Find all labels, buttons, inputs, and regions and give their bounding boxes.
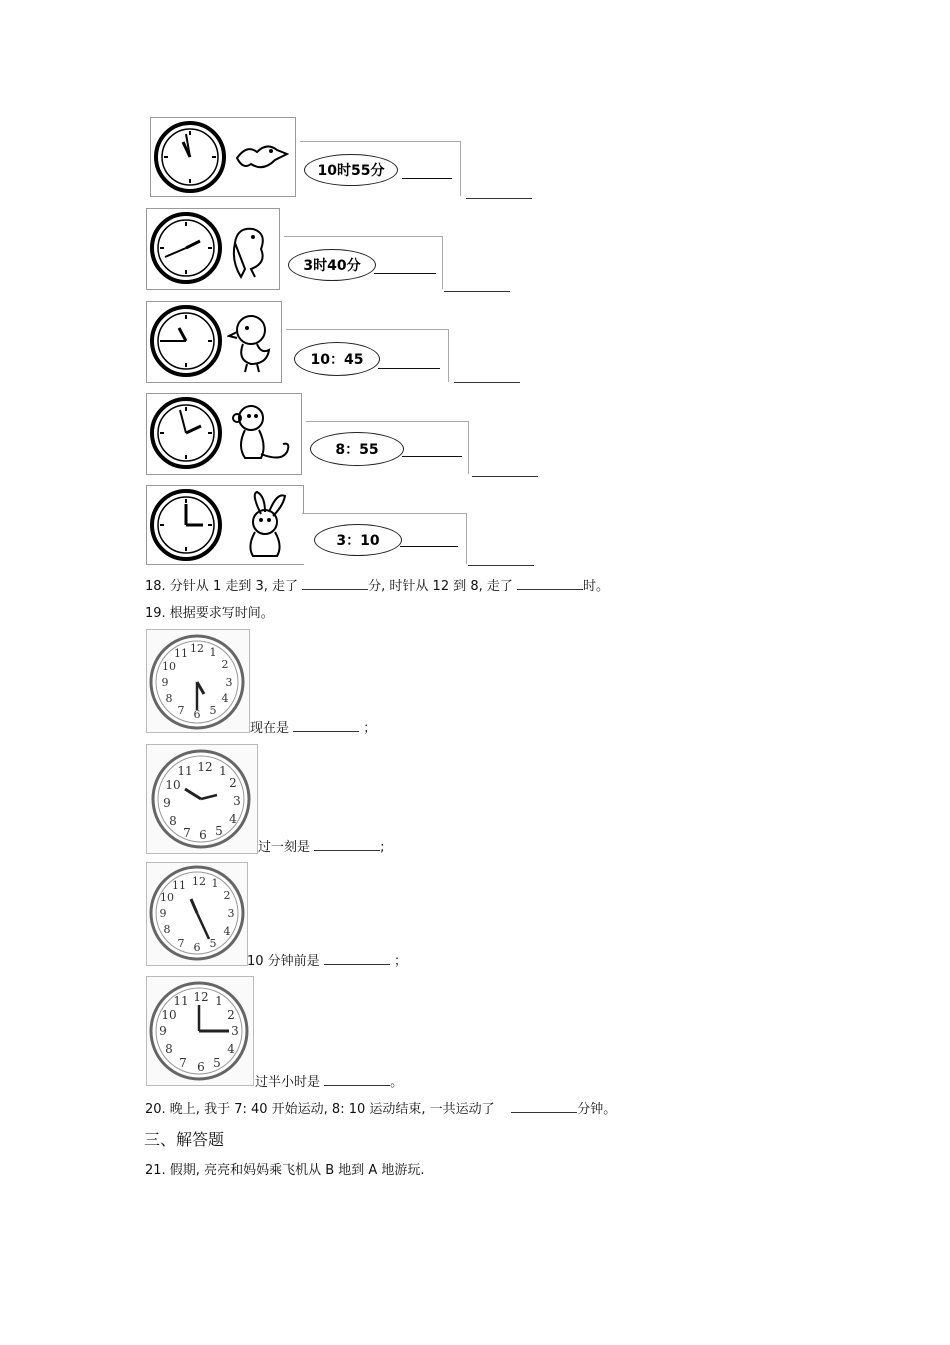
svg-text:8: 8	[163, 923, 171, 936]
q19-item-2	[258, 839, 385, 856]
clock-face-icon	[149, 488, 223, 562]
time-bubble	[294, 342, 380, 376]
svg-text:3: 3	[227, 907, 235, 920]
q19-prefix: 现在是	[250, 721, 290, 736]
svg-text:11: 11	[174, 647, 188, 660]
svg-text:2: 2	[221, 658, 229, 671]
svg-text:4: 4	[227, 1042, 235, 1056]
svg-text:2: 2	[227, 1008, 235, 1022]
svg-text:4: 4	[221, 692, 229, 705]
svg-text:6: 6	[193, 708, 201, 721]
q19-item-4	[255, 1074, 403, 1091]
q19-prefix: 过半小时是	[255, 1075, 321, 1090]
svg-text:2: 2	[223, 889, 231, 902]
svg-text:7: 7	[177, 704, 185, 717]
monkey-icon	[229, 402, 295, 468]
time-label: 10：45	[310, 352, 364, 368]
answer-blank[interactable]	[468, 565, 534, 566]
clock-card	[146, 393, 302, 475]
answer-blank[interactable]	[517, 578, 583, 590]
svg-text:6: 6	[193, 941, 201, 954]
rabbit-icon	[235, 490, 295, 560]
svg-text:9: 9	[159, 907, 167, 920]
q18-text-1: 18. 分针从 1 走到 3, 走了	[145, 579, 299, 594]
clock-face-icon	[153, 120, 227, 194]
answer-card	[302, 513, 467, 564]
q19-item-3	[247, 953, 407, 970]
clock-card	[146, 208, 280, 290]
svg-text:7: 7	[179, 1056, 187, 1070]
answer-blank[interactable]	[314, 839, 380, 851]
answer-blank[interactable]	[324, 1074, 390, 1086]
time-bubble	[310, 432, 404, 466]
answer-blank[interactable]	[293, 720, 359, 732]
svg-text:9: 9	[163, 796, 171, 810]
clock-photo	[146, 862, 248, 966]
svg-text:4: 4	[229, 812, 237, 826]
clock-face-icon	[149, 304, 223, 378]
svg-text:6: 6	[199, 828, 207, 842]
answer-blank[interactable]	[454, 382, 520, 383]
svg-text:5: 5	[209, 704, 217, 717]
clock-face-icon	[147, 745, 257, 853]
svg-text:10: 10	[162, 660, 176, 673]
answer-blank[interactable]	[511, 1101, 577, 1113]
svg-text:5: 5	[215, 824, 223, 838]
svg-text:12: 12	[197, 760, 213, 774]
question-18	[145, 578, 609, 595]
svg-text:3: 3	[225, 676, 233, 689]
svg-text:7: 7	[177, 937, 185, 950]
time-label: 10时55分	[317, 163, 385, 179]
q19-prefix: 10 分钟前是	[247, 954, 320, 969]
answer-blank[interactable]	[324, 953, 390, 965]
bubble-line	[378, 368, 440, 369]
answer-card	[284, 236, 443, 289]
clock-photo	[146, 744, 258, 854]
svg-text:6: 6	[197, 1060, 205, 1074]
svg-text:3: 3	[233, 794, 241, 808]
answer-blank[interactable]	[472, 476, 538, 477]
q18-text-3: 时。	[583, 579, 610, 594]
bubble-line	[402, 456, 462, 457]
svg-text:1: 1	[215, 994, 223, 1008]
answer-blank[interactable]	[302, 578, 368, 590]
svg-text:5: 5	[209, 937, 217, 950]
clock-card	[146, 301, 282, 383]
svg-text:9: 9	[159, 1024, 167, 1038]
q19-suffix: 。	[390, 1075, 404, 1090]
svg-text:11: 11	[173, 994, 189, 1008]
bird-icon	[227, 221, 271, 281]
clock-card	[150, 117, 296, 197]
q19-suffix: ；	[363, 721, 377, 736]
svg-text:8: 8	[165, 1042, 173, 1056]
q19-item-1	[250, 720, 376, 737]
svg-text:10: 10	[161, 1008, 177, 1022]
time-label: 3时40分	[303, 258, 361, 274]
clock-face-icon	[147, 863, 247, 965]
q20-text-1: 20. 晚上, 我于 7: 40 开始运动, 8: 10 运动结束, 一共运动了	[145, 1102, 495, 1117]
svg-text:8: 8	[169, 814, 177, 828]
time-bubble	[288, 249, 376, 281]
svg-text:1: 1	[211, 877, 219, 890]
q19-suffix: ；	[393, 954, 407, 969]
svg-text:11: 11	[172, 879, 186, 892]
bubble-line	[400, 546, 458, 547]
bird-icon	[233, 138, 289, 178]
q19-suffix: ;	[380, 840, 385, 855]
q19-prefix: 过一刻是	[258, 840, 311, 855]
q20-text-2: 分钟。	[577, 1102, 617, 1117]
clock-card	[146, 485, 304, 565]
svg-text:9: 9	[161, 676, 169, 689]
answer-card	[300, 141, 461, 196]
section-3-title: 三、解答题	[144, 1130, 225, 1149]
clock-face-icon	[147, 977, 253, 1085]
question-21: 21. 假期, 亮亮和妈妈乘飞机从 B 地到 A 地游玩.	[145, 1163, 425, 1178]
svg-text:4: 4	[223, 925, 231, 938]
svg-text:1: 1	[209, 646, 217, 659]
svg-text:7: 7	[183, 826, 191, 840]
svg-text:10: 10	[160, 891, 174, 904]
question-20	[145, 1101, 616, 1118]
bubble-line	[374, 273, 436, 274]
clock-face-icon	[149, 211, 223, 285]
duck-icon	[227, 310, 277, 376]
svg-text:12: 12	[193, 990, 209, 1004]
answer-card	[306, 421, 469, 474]
answer-card	[286, 329, 449, 382]
clock-photo	[146, 629, 250, 733]
answer-blank[interactable]	[444, 291, 510, 292]
svg-text:5: 5	[213, 1056, 221, 1070]
svg-text:11: 11	[177, 764, 193, 778]
svg-text:2: 2	[229, 776, 237, 790]
bubble-line	[402, 178, 452, 179]
time-label: 8：55	[335, 442, 379, 458]
q18-text-2: 分, 时针从 12 到 8, 走了	[368, 579, 513, 594]
svg-text:3: 3	[231, 1024, 239, 1038]
svg-text:8: 8	[165, 692, 173, 705]
svg-text:12: 12	[192, 875, 206, 888]
answer-blank[interactable]	[466, 198, 532, 199]
time-bubble	[304, 154, 398, 186]
svg-text:10: 10	[165, 778, 181, 792]
time-label: 3：10	[336, 533, 380, 549]
svg-text:12: 12	[190, 642, 204, 655]
time-bubble	[314, 524, 402, 556]
question-19-title: 19. 根据要求写时间。	[145, 606, 274, 621]
clock-face-icon	[149, 396, 223, 470]
clock-photo	[146, 976, 254, 1086]
svg-text:1: 1	[219, 764, 227, 778]
clock-face-icon	[147, 630, 249, 732]
